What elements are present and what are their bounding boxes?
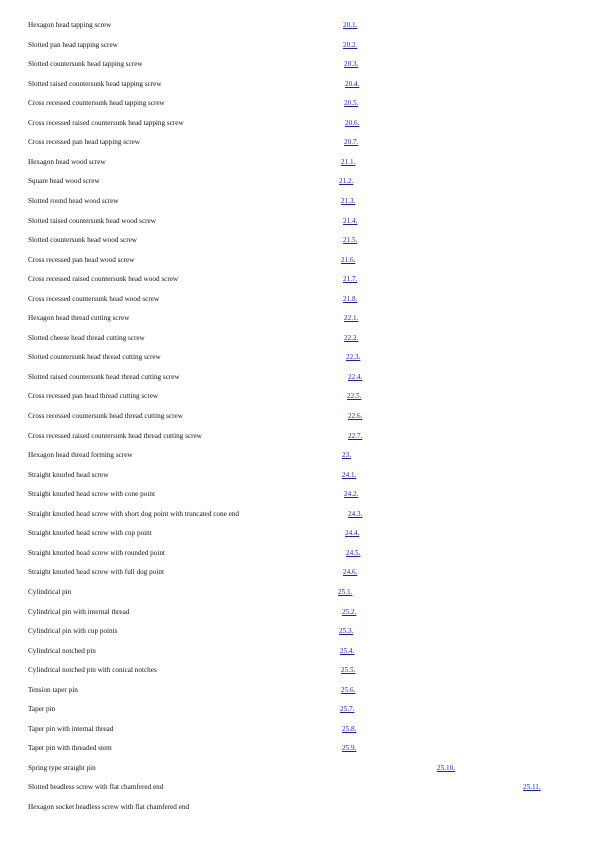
section-link[interactable]: 25.9. — [342, 744, 357, 753]
section-link[interactable]: 20.5. — [344, 99, 359, 108]
entry-label: Hexagon head wood screw — [28, 157, 106, 166]
index-entry — [0, 607, 595, 619]
index-entry — [0, 118, 595, 130]
entry-label: Cylindrical pin — [28, 587, 72, 596]
section-link[interactable]: 24.6. — [343, 568, 358, 577]
section-link[interactable]: 21.2. — [339, 177, 354, 186]
section-link[interactable]: 24.4. — [345, 529, 360, 538]
section-link[interactable]: 23. — [342, 451, 351, 460]
entry-label: Slotted raised countersunk head wood screw — [28, 216, 156, 225]
entry-label: Slotted cheese head thread cutting screw — [28, 333, 145, 342]
entry-label: Hexagon head thread forming screw — [28, 451, 133, 460]
section-link[interactable]: 24.3. — [348, 509, 363, 518]
index-entry — [0, 548, 595, 560]
index-entry — [0, 626, 595, 638]
section-link[interactable]: 22.5. — [347, 392, 362, 401]
section-link[interactable]: 25.6. — [341, 685, 356, 694]
index-entry — [0, 763, 595, 775]
index-entry — [0, 137, 595, 149]
section-link[interactable]: 22.2. — [344, 333, 359, 342]
section-link[interactable]: 21.1. — [341, 157, 356, 166]
section-link[interactable]: 20.4. — [345, 79, 360, 88]
section-link[interactable]: 21.7. — [343, 275, 358, 284]
section-link[interactable]: 25.5. — [341, 666, 356, 675]
index-entry — [0, 567, 595, 579]
index-entry — [0, 176, 595, 188]
index-entry — [0, 646, 595, 658]
index-entry — [0, 528, 595, 540]
entry-label: Slotted raised countersunk head tapping screw — [28, 79, 162, 88]
index-entry — [0, 157, 595, 169]
entry-label: Slotted round head wood screw — [28, 196, 119, 205]
entry-label: Straight knurled head screw — [28, 470, 109, 479]
index-entry — [0, 411, 595, 423]
entry-label: Tension taper pin — [28, 685, 78, 694]
entry-label: Cross recessed countersunk head thread cutting screw — [28, 412, 183, 420]
section-link[interactable]: 25.8. — [342, 724, 357, 733]
index-entry — [0, 372, 595, 384]
section-link[interactable]: 22.4. — [348, 372, 363, 381]
entry-label: Cross recessed pan head thread cutting screw — [28, 392, 159, 401]
index-entry — [0, 235, 595, 247]
entry-label: Hexagon head tapping screw — [28, 21, 112, 29]
index-entry — [0, 782, 595, 794]
entry-label: Straight knurled head screw with cup point — [28, 529, 152, 538]
section-link[interactable]: 21.3. — [341, 196, 356, 205]
section-link[interactable]: 20.7. — [344, 138, 359, 147]
entry-label: Straight knurled head screw with short dog point with truncated cone end — [28, 509, 239, 518]
index-entry — [0, 802, 595, 814]
entry-label: Straight knurled head screw with rounded point — [28, 548, 165, 557]
index-entry — [0, 196, 595, 208]
section-link[interactable]: 21.6. — [341, 255, 356, 264]
section-link[interactable]: 20.1. — [343, 21, 358, 29]
index-entry — [0, 665, 595, 677]
index-entry — [0, 450, 595, 462]
entry-label: Cylindrical notched pin — [28, 646, 96, 655]
entry-label: Taper pin with internal thread — [28, 724, 114, 733]
section-link[interactable]: 21.8. — [343, 294, 358, 303]
section-link[interactable]: 25.3. — [339, 627, 354, 636]
entry-label: Cross recessed pan head wood screw — [28, 255, 135, 264]
section-link[interactable]: 21.4. — [343, 216, 358, 225]
section-link[interactable]: 20.3. — [344, 60, 359, 69]
index-entry — [0, 685, 595, 697]
entry-label: Cross recessed raised countersunk head wood screw — [28, 275, 179, 284]
entry-label: Hexagon head thread cutting screw — [28, 314, 130, 323]
entry-label: Cylindrical notched pin with conical notches — [28, 666, 157, 675]
entry-label: Taper pin — [28, 705, 56, 714]
entry-label: Cross recessed raised countersunk head thread cutting screw — [28, 431, 202, 440]
entry-label: Taper pin with threaded stem — [28, 744, 112, 753]
entry-label: Straight knurled head screw with full dog point — [28, 568, 164, 577]
index-entry — [0, 59, 595, 71]
entry-label: Slotted countersunk head wood screw — [28, 236, 137, 245]
index-entry — [0, 98, 595, 110]
section-link[interactable]: 22.7. — [348, 431, 363, 440]
index-entry — [0, 724, 595, 736]
section-link[interactable]: 20.2. — [343, 40, 358, 49]
section-link[interactable]: 25.1. — [338, 587, 353, 596]
index-entry — [0, 79, 595, 91]
entry-label: Cylindrical pin with internal thread — [28, 607, 130, 616]
entry-label: Slotted headless screw with flat chamfered end — [28, 783, 164, 792]
index-entry — [0, 352, 595, 364]
entry-label: Slotted raised countersunk head thread cutting screw — [28, 372, 180, 381]
section-link[interactable]: 20.6. — [345, 118, 360, 127]
section-link[interactable]: 25.4. — [340, 646, 355, 655]
index-entry — [0, 216, 595, 228]
section-link[interactable]: 21.5. — [343, 236, 358, 245]
index-entry — [0, 509, 595, 521]
section-link[interactable]: 22.6. — [348, 412, 363, 420]
entry-label: Cross recessed pan head tapping screw — [28, 138, 140, 147]
section-link[interactable]: 25.10. — [437, 763, 455, 772]
index-entry — [0, 743, 595, 755]
entry-label: Slotted countersunk head tapping screw — [28, 60, 143, 69]
entry-label: Square head wood screw — [28, 177, 100, 186]
index-entry — [0, 489, 595, 501]
index-entry — [0, 431, 595, 443]
section-link[interactable]: 22.3. — [346, 353, 361, 362]
section-link[interactable]: 24.5. — [346, 548, 361, 557]
index-entry — [0, 333, 595, 345]
section-link[interactable]: 25.7. — [340, 705, 355, 714]
index-entry — [0, 255, 595, 267]
entry-label: Slotted pan head tapping screw — [28, 40, 118, 49]
index-entry — [0, 313, 595, 325]
entry-label: Hexagon socket headless screw with flat chamfered end — [28, 803, 190, 811]
index-entry — [0, 274, 595, 286]
section-link[interactable]: 24.1. — [342, 470, 357, 479]
section-link[interactable]: 25.2. — [342, 607, 357, 616]
entry-label: Straight knurled head screw with cone point — [28, 490, 155, 499]
section-link[interactable]: 22.1. — [344, 314, 359, 323]
section-link[interactable]: 25.11. — [523, 783, 541, 792]
index-entry — [0, 20, 595, 32]
index-entry — [0, 391, 595, 403]
index-entry — [0, 294, 595, 306]
entry-label: Slotted countersunk head thread cutting screw — [28, 353, 161, 362]
index-entry — [0, 704, 595, 716]
index-entry — [0, 587, 595, 599]
entry-label: Cross recessed countersunk head tapping screw — [28, 99, 165, 108]
index-entry — [0, 40, 595, 52]
index-entry — [0, 470, 595, 482]
entry-label: Cylindrical pin with cup points — [28, 627, 118, 636]
entry-label: Spring type straight pin — [28, 763, 96, 772]
entry-label: Cross recessed countersunk head wood screw — [28, 294, 160, 303]
entry-label: Cross recessed raised countersunk head tapping screw — [28, 118, 184, 127]
section-link[interactable]: 24.2. — [344, 490, 359, 499]
